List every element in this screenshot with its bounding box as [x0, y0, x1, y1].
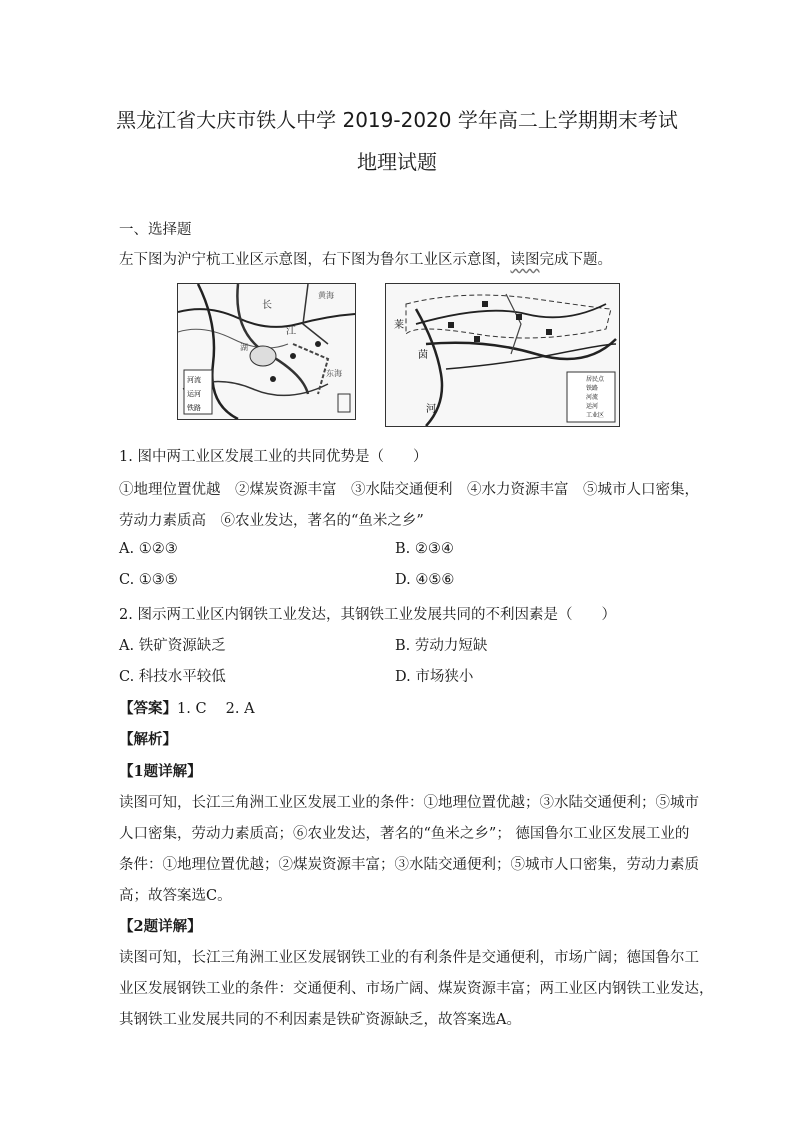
q1-line3: 劳动力素质高 ⑥农业发达，著名的“鱼米之乡”	[119, 513, 424, 529]
answer-text: 1. C 2. A	[177, 701, 255, 717]
page-subtitle: 地理试题	[357, 150, 437, 174]
detail1-line4: 高；故答案选C。	[119, 888, 232, 904]
map-right-label-a: 莱	[394, 320, 404, 331]
legend-left-2: 铁路	[187, 404, 201, 412]
answer	[119, 697, 255, 718]
q1-stem: 1. 图中两工业区发展工业的共同优势是（ ）	[119, 449, 428, 465]
map-left-drawing	[178, 284, 355, 419]
intro-emph: 读图	[510, 252, 540, 268]
map-hu-ning-hang	[177, 283, 356, 420]
q2-option-d: D. 市场狭小	[395, 669, 474, 685]
q2-option-b: B. 劳动力短缺	[395, 638, 488, 654]
detail2-heading: 【2题详解】	[119, 918, 202, 935]
q1-option-b: B. ②③④	[395, 541, 454, 557]
legend-left-1: 运河	[187, 390, 201, 398]
map-left-label-river: 长	[262, 300, 272, 311]
q1-option-a: A. ①②③	[119, 541, 178, 557]
map-left-label-sea1: 黄海	[318, 291, 334, 300]
map-left-label-lake: 湖	[240, 343, 248, 352]
map-right-drawing	[386, 284, 619, 426]
detail2-line1: 读图可知，长江三角洲工业区发展钢铁工业的有利条件是交通便利，市场广阔；德国鲁尔工	[119, 950, 699, 966]
map-right-label-c: 河	[426, 404, 436, 415]
detail2-line2: 业区发展钢铁工业的条件：交通便利、市场广阔、煤炭资源丰富；两工业区内钢铁工业发达，	[119, 981, 714, 997]
analysis-heading: 【解析】	[119, 731, 177, 748]
detail1-line1: 读图可知，长江三角洲工业区发展工业的条件：①地理位置优越；③水陆交通便利；⑤城市	[119, 795, 699, 811]
intro-text	[119, 248, 612, 269]
map-ruhr	[385, 283, 620, 427]
detail2-line3: 其钢铁工业发展共同的不利因素是铁矿资源缺乏，故答案选A。	[119, 1012, 521, 1028]
intro-before: 左下图为沪宁杭工业区示意图，右下图为鲁尔工业区示意图，	[119, 252, 511, 268]
map-left-label-river2: 江	[286, 326, 296, 337]
q1-option-c: C. ①③⑤	[119, 572, 178, 588]
legend-left-0: 河流	[187, 376, 201, 384]
page-title: 黑龙江省大庆市铁人中学 2019-2020 学年高二上学期期末考试	[116, 108, 678, 132]
q2-option-c: C. 科技水平较低	[119, 669, 226, 685]
detail1-heading: 【1题详解】	[119, 763, 202, 780]
q2-option-a: A. 铁矿资源缺乏	[119, 638, 226, 654]
answer-label: 【答案】	[119, 700, 177, 717]
q1-line2: ①地理位置优越 ②煤炭资源丰富 ③水陆交通便利 ④水力资源丰富 ⑤城市人口密集，	[119, 482, 699, 498]
legend-right-1: 铁路	[586, 385, 599, 392]
legend-right-4: 工业区	[586, 412, 605, 419]
map-left-label-sea2: 东海	[326, 369, 342, 378]
intro-after: 完成下题。	[539, 252, 612, 268]
detail1-line3: 条件：①地理位置优越；②煤炭资源丰富；③水陆交通便利；⑤城市人口密集，劳动力素质	[119, 857, 699, 873]
q1-option-d: D. ④⑤⑥	[395, 572, 455, 588]
map-right-label-b: 茵	[418, 350, 428, 361]
legend-right-2: 河流	[586, 394, 599, 401]
q2-stem: 2. 图示两工业区内钢铁工业发达，其钢铁工业发展共同的不利因素是（ ）	[119, 607, 616, 623]
legend-right-0: 居民点	[586, 376, 605, 383]
legend-right-3: 运河	[586, 403, 599, 410]
section-heading: 一、选择题	[119, 222, 192, 238]
detail1-line2: 人口密集，劳动力素质高；⑥农业发达，著名的“鱼米之乡”； 德国鲁尔工业区发展工业的	[119, 826, 690, 842]
